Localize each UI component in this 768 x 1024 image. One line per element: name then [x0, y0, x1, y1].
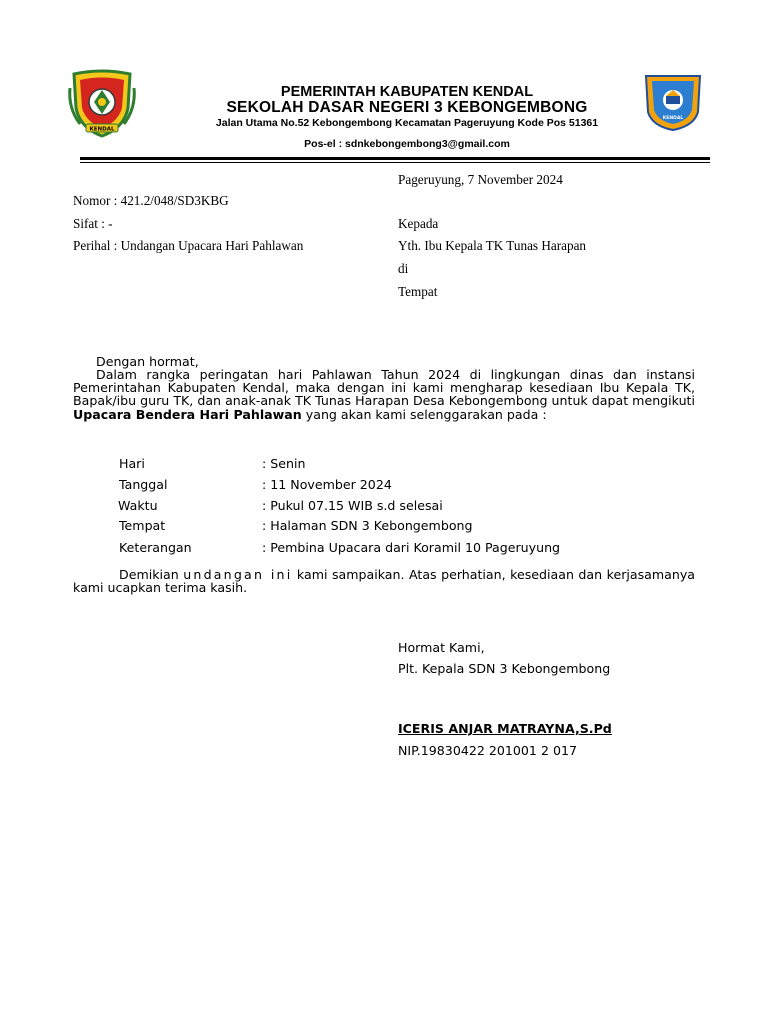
letter-subject: Perihal : Undangan Upacara Hari Pahlawan: [73, 238, 304, 253]
signatory-position: Plt. Kepala SDN 3 Kebongembong: [398, 661, 611, 676]
recipient-heading: Kepada: [398, 216, 439, 231]
salutation: Dengan hormat,: [96, 354, 199, 369]
kendal-regency-logo: [66, 68, 138, 138]
letter-number: Nomor : 421.2/048/SD3KBG: [73, 193, 229, 208]
paragraph-text-start: Dalam rangka peringatan hari Pahlawan Tahun 2024 di lingkungan dinas dan instansi Pemerintahan Kabupaten Kendal, maka dengan ini kami mengharap kesediaan Ibu Kepala TK, Bapak/ibu guru TK, dan anak-anak TK Tunas Harapan Desa Kebongembong untuk dapat mengikuti: [73, 367, 695, 409]
closing-paragraph: [73, 568, 695, 594]
signatory-name: ICERIS ANJAR MATRAYNA,S.Pd: [398, 721, 612, 736]
school-address: Jalan Utama No.52 Kebongembong Kecamatan Pageruyung Kode Pos 51361: [215, 117, 599, 129]
event-name: Upacara Bendera Hari Pahlawan: [73, 406, 302, 422]
detail-label: Hari: [119, 456, 145, 471]
letter-nature: Sifat : -: [73, 216, 113, 231]
recipient-di: di: [398, 261, 409, 276]
closing-spaced-text: undangan ini: [183, 567, 293, 582]
school-email: Pos-el : sdnkebongembong3@gmail.com: [304, 138, 510, 150]
detail-value: : Pukul 07.15 WIB s.d selesai: [262, 498, 443, 513]
closing-text-start: Demikian: [119, 567, 184, 582]
paragraph-text-end: yang akan kami selenggarakan pada :: [301, 406, 547, 422]
detail-value: : Halaman SDN 3 Kebongembong: [262, 518, 473, 533]
detail-label: Waktu: [118, 498, 158, 513]
detail-value: : 11 November 2024: [262, 477, 392, 492]
invitation-paragraph: [73, 368, 695, 421]
detail-value: : Senin: [262, 456, 306, 471]
svg-text:KENDAL: KENDAL: [662, 116, 684, 121]
recipient-name: Yth. Ibu Kepala TK Tunas Harapan: [398, 238, 587, 253]
header-divider-thick: [80, 157, 710, 160]
closing-text-end: kami sampaikan. Atas perhatian, kesediaan dan kerjasamanya kami ucapkan terima kasih.: [73, 567, 696, 596]
detail-value: : Pembina Upacara dari Koramil 10 Pageruyung: [262, 540, 561, 555]
detail-label: Keterangan: [119, 540, 192, 555]
place-date: Pageruyung, 7 November 2024: [398, 172, 563, 187]
government-name: PEMERINTAH KABUPATEN KENDAL: [280, 84, 534, 100]
header-divider-thin: [80, 162, 710, 163]
detail-label: Tempat: [119, 518, 166, 533]
svg-text:KENDAL: KENDAL: [89, 126, 115, 133]
regards: Hormat Kami,: [398, 640, 485, 655]
school-name: SEKOLAH DASAR NEGERI 3 KEBONGEMBONG: [226, 99, 588, 116]
detail-label: Tanggal: [119, 477, 168, 492]
signatory-nip: NIP.19830422 201001 2 017: [398, 743, 578, 758]
recipient-place: Tempat: [398, 284, 438, 299]
